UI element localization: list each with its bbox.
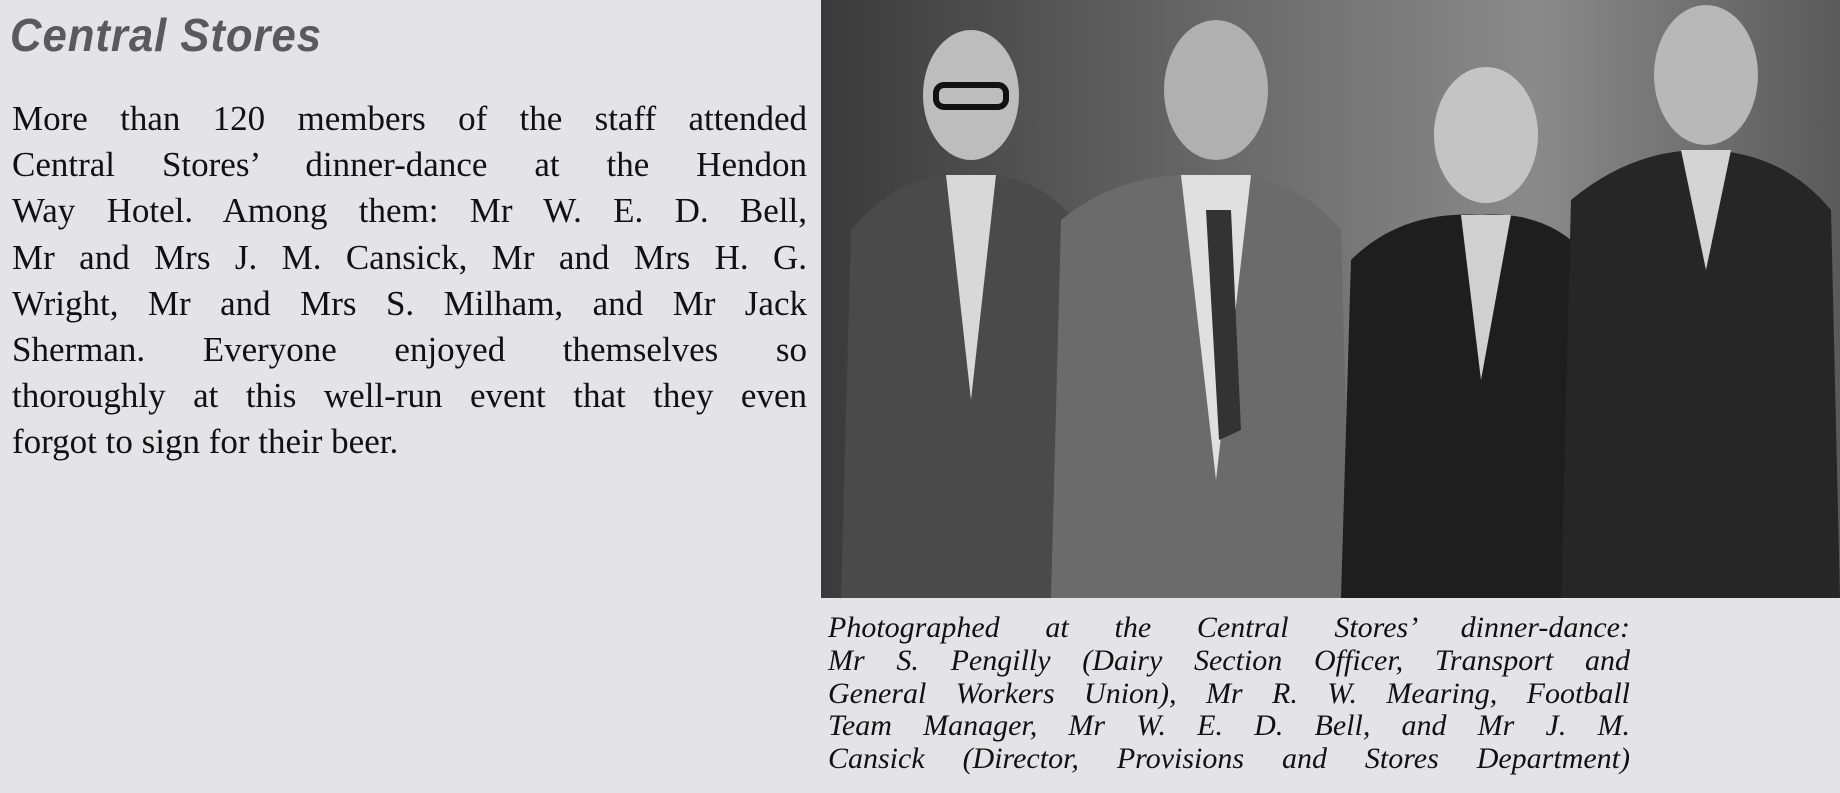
body-line: More than 120 members of the staff attended [12,99,807,138]
article-body [12,96,807,466]
caption-line: General Workers Union), Mr R. W. Mearing, Football [828,676,1630,710]
group-photo [821,0,1840,598]
body-line: thoroughly at this well-run event that they even [12,376,807,416]
caption-line: Team Manager, Mr W. E. D. Bell, and Mr J. M. [828,709,1630,743]
photo-caption [828,612,1630,776]
body-line: Way Hotel. Among them: Mr W. E. D. Bell, [12,191,807,231]
caption-line: Cansick (Director, Provisions and Stores Department) [828,742,1630,776]
body-line: Central Stores’ dinner-dance at the Hendon [12,145,807,185]
body-line: Wright, Mr and Mrs S. Milham, and Mr Jack [12,283,807,323]
body-line: forgot to sign for their beer. [12,422,399,462]
body-line: Mr and Mrs J. M. Cansick, Mr and Mrs H. G. [12,237,807,277]
article-title: Central Stores [10,9,323,61]
body-line: Sherman. Everyone enjoyed themselves so [12,329,807,369]
photo-illustration [821,0,1840,598]
caption-line: Mr S. Pengilly (Dairy Section Officer, Transport and [828,643,1630,677]
caption-line: Photographed at the Central Stores’ dinner-dance: [828,611,1630,644]
